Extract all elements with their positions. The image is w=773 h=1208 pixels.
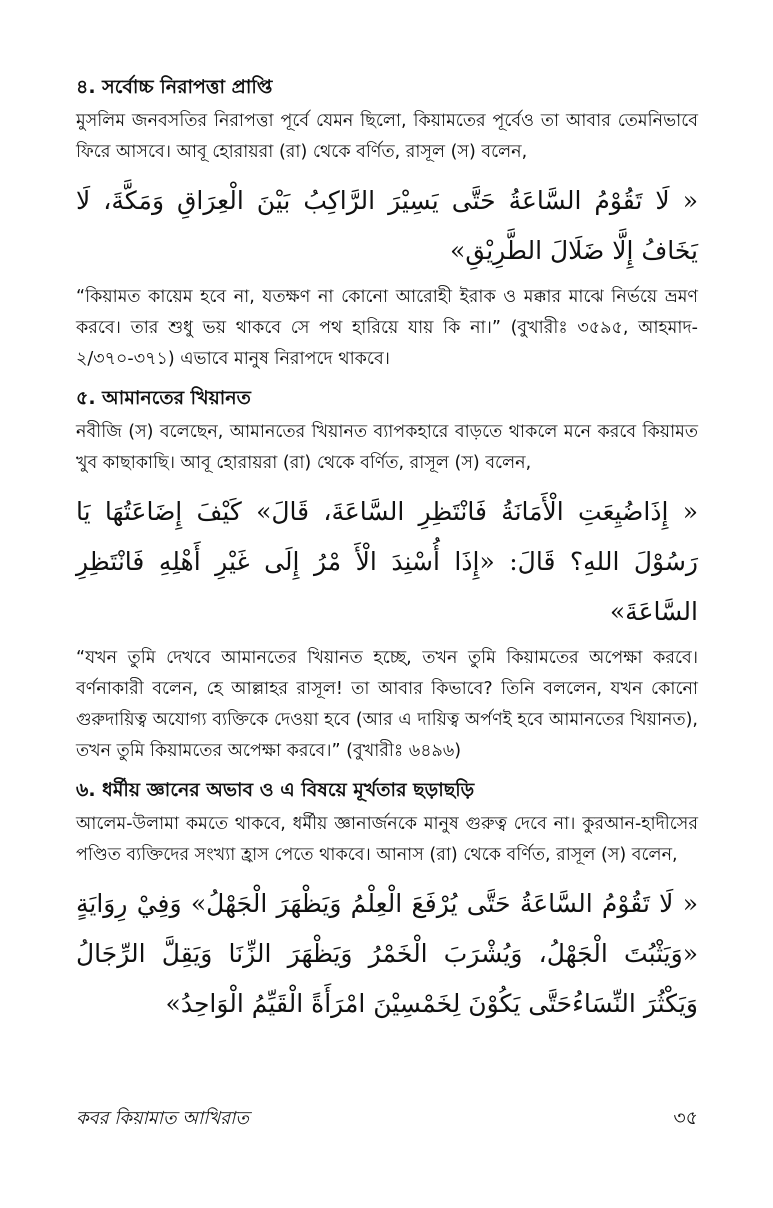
arabic-hadith: « لَا تَقُوْمُ السَّاعَةُ حَتَّى يَسِيْرَ الرَّاكِبُ بَيْنَ الْعِرَاقِ وَمَكَّةَ، لَا يَخَافُ إِلَّا ضَلَالَ الطَّرِيْقِ» xyxy=(76,186,698,265)
arabic-hadith: « إِذَاضُيِعَتِ الْأَمَانَةُ فَانْتَظِرِ السَّاعَةَ، قَالَ» كَيْفَ إِضَاعَتُهَا يَا رَسُوْلَ اللهِ؟ قَالَ: «إِذَا أُسْنِدَ الْأَ مْرُ إِلَى غَيْرِ أَهْلِهِ فَانْتَظِرِ السَّاعَةَ» xyxy=(76,497,698,626)
section-security xyxy=(76,72,698,375)
hadith-translation: “যখন তুমি দেখবে আমানতের খিয়ানত হচ্ছে, তখন তুমি কিয়ামতের অপেক্ষা করবে। বর্ণনাকারী বলেন, হে আল্লাহর রাসূল! তা আবার কিভাবে? তিনি বললেন, যখন কোনো গুরুদায়িত্ব অযোগ্য ব্যক্তিকে দেওয়া হবে (আর এ দায়িত্ব অর্পণই হবে আমানতের খিয়ানত), তখন তুমি কিয়ামতের অপেক্ষা করবে।” (বুখারীঃ ৬৪৯৬) xyxy=(76,648,698,761)
section-heading: ৫. আমানতের খিয়ানত xyxy=(76,387,251,409)
page-content xyxy=(76,72,698,1035)
hadith-translation: “কিয়ামত কায়েম হবে না, যতক্ষণ না কোনো আরোহী ইরাক ও মক্কার মাঝে নির্ভয়ে ভ্রমণ করবে। তার শুধু ভয় থাকবে সে পথ হারিয়ে যায় কি না।” (বুখারীঃ ৩৫৯৫, আহমাদ- ২/৩৭০-৩৭১) এভাবে মানুষ নিরাপদে থাকবে। xyxy=(76,287,698,369)
section-intro: নবীজি (স) বলেছেন, আমানতের খিয়ানত ব্যাপকহারে বাড়তে থাকলে মনে করবে কিয়ামত খুব কাছাকাছি। আবূ হোরায়রা (রা) থেকে বর্ণিত, রাসূল (স) বলেন, xyxy=(76,422,698,473)
arabic-hadith: « لَا تَقُوْمُ السَّاعَةُ حَتَّى يُرْفَعَ الْعِلْمُ وَيَظْهَرَ الْجَهْلُ» وَفِيْ رِوَايَةٍ «وَيَثْبُتَ الْجَهْلُ، وَيُشْرَبَ الْخَمْرُ وَيَظْهَرَ الزِّنَا وَيَقِلَّ الرِّجَالُ وَيَكْثُرَ النِّسَاءُحَتَّى يَكُوْنَ لِخَمْسِيْنَ امْرَأَةً الْقَيِّمُ الْوَاحِدُ» xyxy=(76,889,698,1018)
section-intro: মুসলিম জনবসতির নিরাপত্তা পূর্বে যেমন ছিলো, কিয়ামতের পূর্বেও তা আবার তেমনিভাবে ফিরে আসবে। আবূ হোরায়রা (রা) থেকে বর্ণিত, রাসূল (স) বলেন, xyxy=(76,111,698,162)
page-number: ৩৫ xyxy=(673,1107,698,1129)
book-title: কবর কিয়ামাত আখিরাত xyxy=(76,1108,249,1129)
section-heading: ৪. সর্বোচ্চ নিরাপত্তা প্রাপ্তি xyxy=(76,76,273,98)
section-heading: ৬. ধর্মীয় জ্ঞানের অভাব ও এ বিষয়ে মূর্খতার ছড়াছড়ি xyxy=(76,779,475,801)
section-religious-ignorance xyxy=(76,775,698,1029)
section-intro: আলেম-উলামা কমতে থাকবে, ধর্মীয় জ্ঞানার্জনকে মানুষ গুরুত্ব দেবে না। কুরআন-হাদীসের পণ্ডিত ব্যক্তিদের সংখ্যা হ্রাস পেতে থাকবে। আনাস (রা) থেকে বর্ণিত, রাসূল (স) বলেন, xyxy=(76,814,698,865)
section-trust-betrayal xyxy=(76,383,698,767)
